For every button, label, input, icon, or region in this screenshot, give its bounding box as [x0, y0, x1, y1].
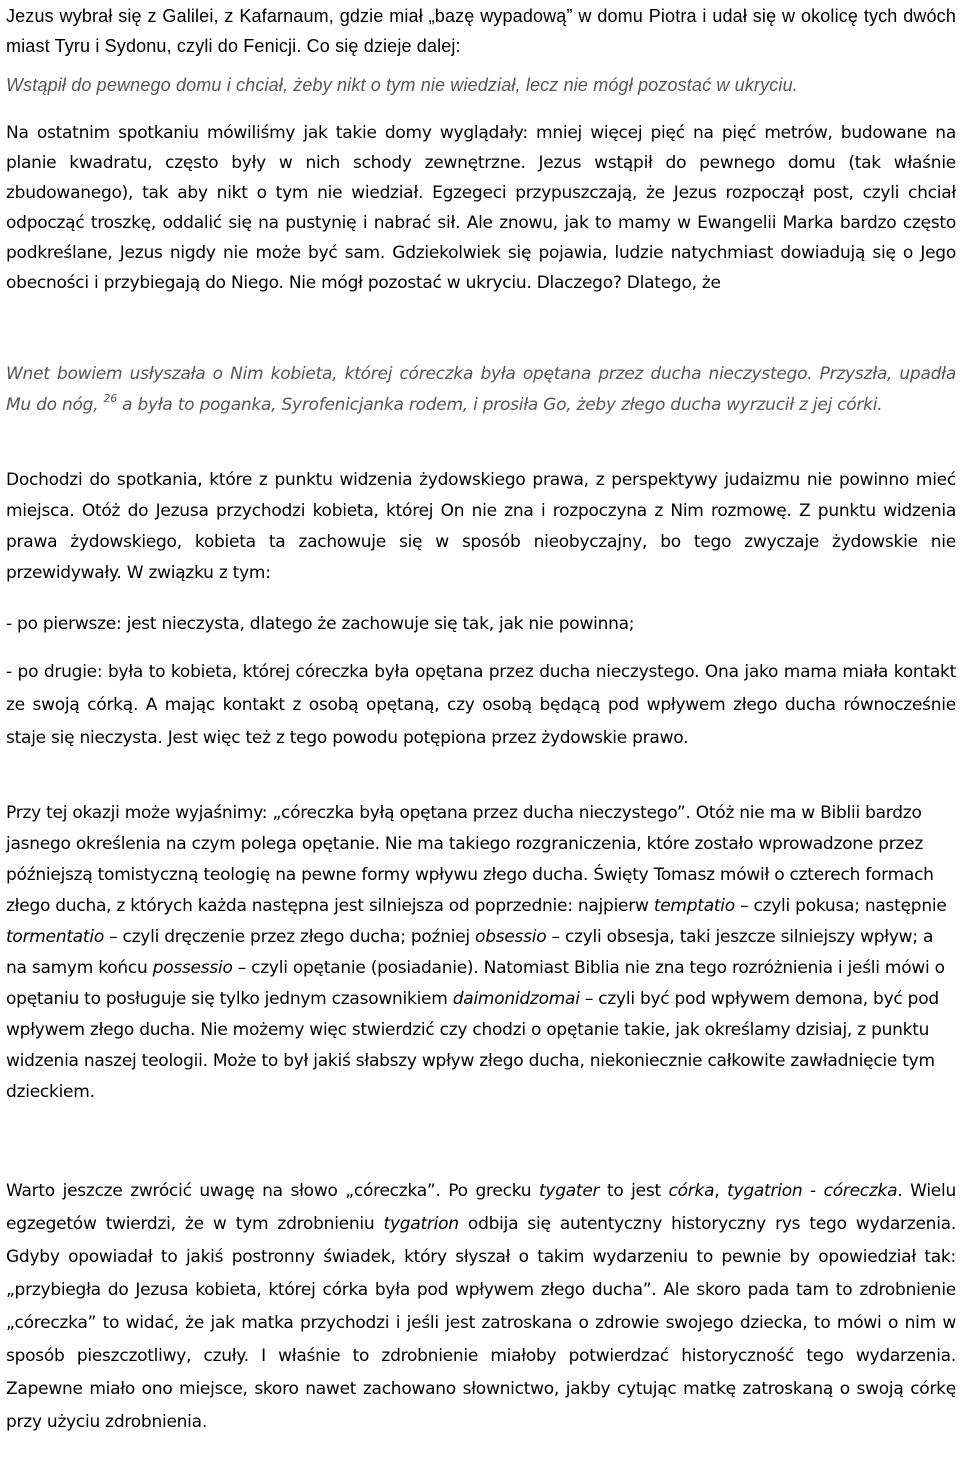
- term-possessio: possessio: [152, 958, 233, 978]
- text-span: – czyli opętanie (posiadanie). Natomiast Biblia nie zna tego rozróżnienia i jeśli mówi o opętaniu to posługuje się tylko jednym czasownikiem: [6, 958, 945, 1009]
- paragraph-intro: Jezus wybrał się z Galilei, z Kafarnaum, gdzie miał „bazę wypadową” w domu Piotra i udał się w okolicę tych dwóch miast Tyru i Sydonu, czyli do Fenicji. Co się dzieje dalej:: [6, 6, 956, 56]
- text-span: to jest: [599, 1181, 669, 1201]
- term-tygater: tygater: [538, 1181, 600, 1201]
- list-item-first: - po pierwsze: jest nieczysta, dlatego że zachowuje się tak, jak nie powinna;: [6, 614, 635, 634]
- paragraph-meeting: Dochodzi do spotkania, które z punktu widzenia żydowskiego prawa, z perspektywy judaizmu nie powinno mieć miejsca. Otóż do Jezusa przychodzi kobieta, której On nie zna i rozpoczyna z Nim rozmowę. Z punktu widzenia prawa żydowskiego, kobieta ta zachowuje się w sposób nieobyczajny, bo tego zwyczaje żydowskie nie przewidywały. W związku z tym:: [6, 470, 956, 583]
- paragraph-possession: [6, 798, 956, 1108]
- verse-number: 26: [103, 392, 117, 405]
- text-span: . Wielu egzegetów twierdzi, że w tym zdrobnieniu: [6, 1181, 957, 1234]
- text-span: – czyli dręczenie przez złego ducha; poźniej: [103, 927, 476, 947]
- term-tygatrion-2: tygatrion: [383, 1214, 459, 1234]
- paragraph-daughter-word: [6, 1175, 956, 1439]
- term-temptatio: temptatio: [653, 896, 735, 916]
- text-span: – czyli pokusa; następnie: [734, 896, 947, 916]
- term-coreczka: córeczka: [823, 1181, 898, 1201]
- text-span: ,: [714, 1181, 728, 1201]
- text-span: – czyli obsesja, taki jeszcze silniejszy wpływ; a na samym końcu: [6, 927, 934, 978]
- scripture-quote-1: Wstąpił do pewnego domu i chciał, żeby nikt o tym nie wiedział, lecz nie mógł pozostać w ukryciu.: [6, 75, 798, 95]
- list-item-second: - po drugie: była to kobieta, której córeczka była opętana przez ducha nieczystego. Ona jako mama miała kontakt ze swoją córką. A mając kontakt z osobą opętaną, czy osobą będącą pod wpływem złego ducha równocześnie staje się nieczysta. Jest więc też z tego powodu potępiona przez żydowskie prawo.: [6, 662, 956, 748]
- text-span: Warto jeszcze zwrócić uwagę na słowo „córeczka”. Po grecku: [6, 1181, 539, 1201]
- term-tormentatio: tormentatio: [6, 927, 104, 947]
- text-span: Przy tej okazji może wyjaśnimy: „córeczka byłą opętana przez ducha nieczystego”. Otóż nie ma w Biblii bardzo jasnego określenia na czym polega opętanie. Nie ma takiego rozgraniczenia, które zostało wprowadzone przez późniejszą tomistyczną teologię na pewne formy wpływu złego ducha. Święty Tomasz mówił o czterech formach złego ducha, z których każda następna jest silniejsza od poprzednie: najpierw: [6, 803, 934, 916]
- term-daimonidzomai: daimonidzomai: [452, 989, 580, 1009]
- term-corka: córka: [668, 1181, 715, 1201]
- paragraph-house: Na ostatnim spotkaniu mówiliśmy jak takie domy wyglądały: mniej więcej pięć na pięć metrów, budowane na planie kwadratu, często były w nich schody zewnętrzne. Jezus wstąpił do pewnego domu (tak właśnie zbudowanego), tak aby nikt o tym nie wiedział. Egzegeci przypuszczają, że Jezus rozpoczął post, czyli chciał odpocząć troszkę, oddalić się na pustynię i nabrać sił. Ale znowu, jak to mamy w Ewangelii Marka bardzo często podkreślane, Jezus nigdy nie może być sam. Gdziekolwiek się pojawia, ludzie natychmiast dowiadują się o Jego obecności i przybiegają do Niego. Nie mógł pozostać w ukryciu. Dlaczego? Dlatego, że: [6, 123, 956, 293]
- text-span: – czyli być pod wpływem demona, być pod wpływem złego ducha. Nie możemy więc stwierdzić czy chodzi o opętanie takie, jak określamy dzisiaj, z punktu widzenia naszej teologii. Może to był jakiś słabszy wpływ złego ducha, niekoniecznie całkowite zawładnięcie tym dzieckiem.: [6, 989, 939, 1102]
- quote-2-part-a: Wnet bowiem usłyszała o Nim kobieta, której córeczka była opętana przez ducha nieczystego. Przyszła, upadła Mu do nóg,: [6, 364, 956, 415]
- text-span: odbija się autentyczny historyczny rys tego wydarzenia. Gdyby opowiadał to jakiś postronny świadek, który słyszał o takim wydarzeniu to pewnie by opowiedział tak: „przybiegła do Jezusa kobieta, której córka była pod wpływem złego ducha”. Ale skoro pada tam to zdrobnienie „córeczka” to widać, że jak matka przychodzi i jeśli jest zatroskana o zdrowie swojego dziecka, to mówi o nim w sposób pieszczotliwy, czuły. I właśnie to zdrobnienie miałoby potwierdzać historyczność tego wydarzenia. Zapewne miało ono miejsce, skoro nawet zachowano słownictwo, jakby cytując matkę zatroskaną o swoją córkę przy użyciu zdrobnienia.: [6, 1214, 956, 1432]
- text-span: -: [802, 1181, 824, 1201]
- term-obsessio: obsessio: [475, 927, 547, 947]
- quote-2-part-b: a była to poganka, Syrofenicjanka rodem, i prosiła Go, żeby złego ducha wyrzucił z jej córki.: [116, 395, 883, 415]
- term-tygatrion: tygatrion: [727, 1181, 803, 1201]
- scripture-quote-2: [6, 359, 956, 421]
